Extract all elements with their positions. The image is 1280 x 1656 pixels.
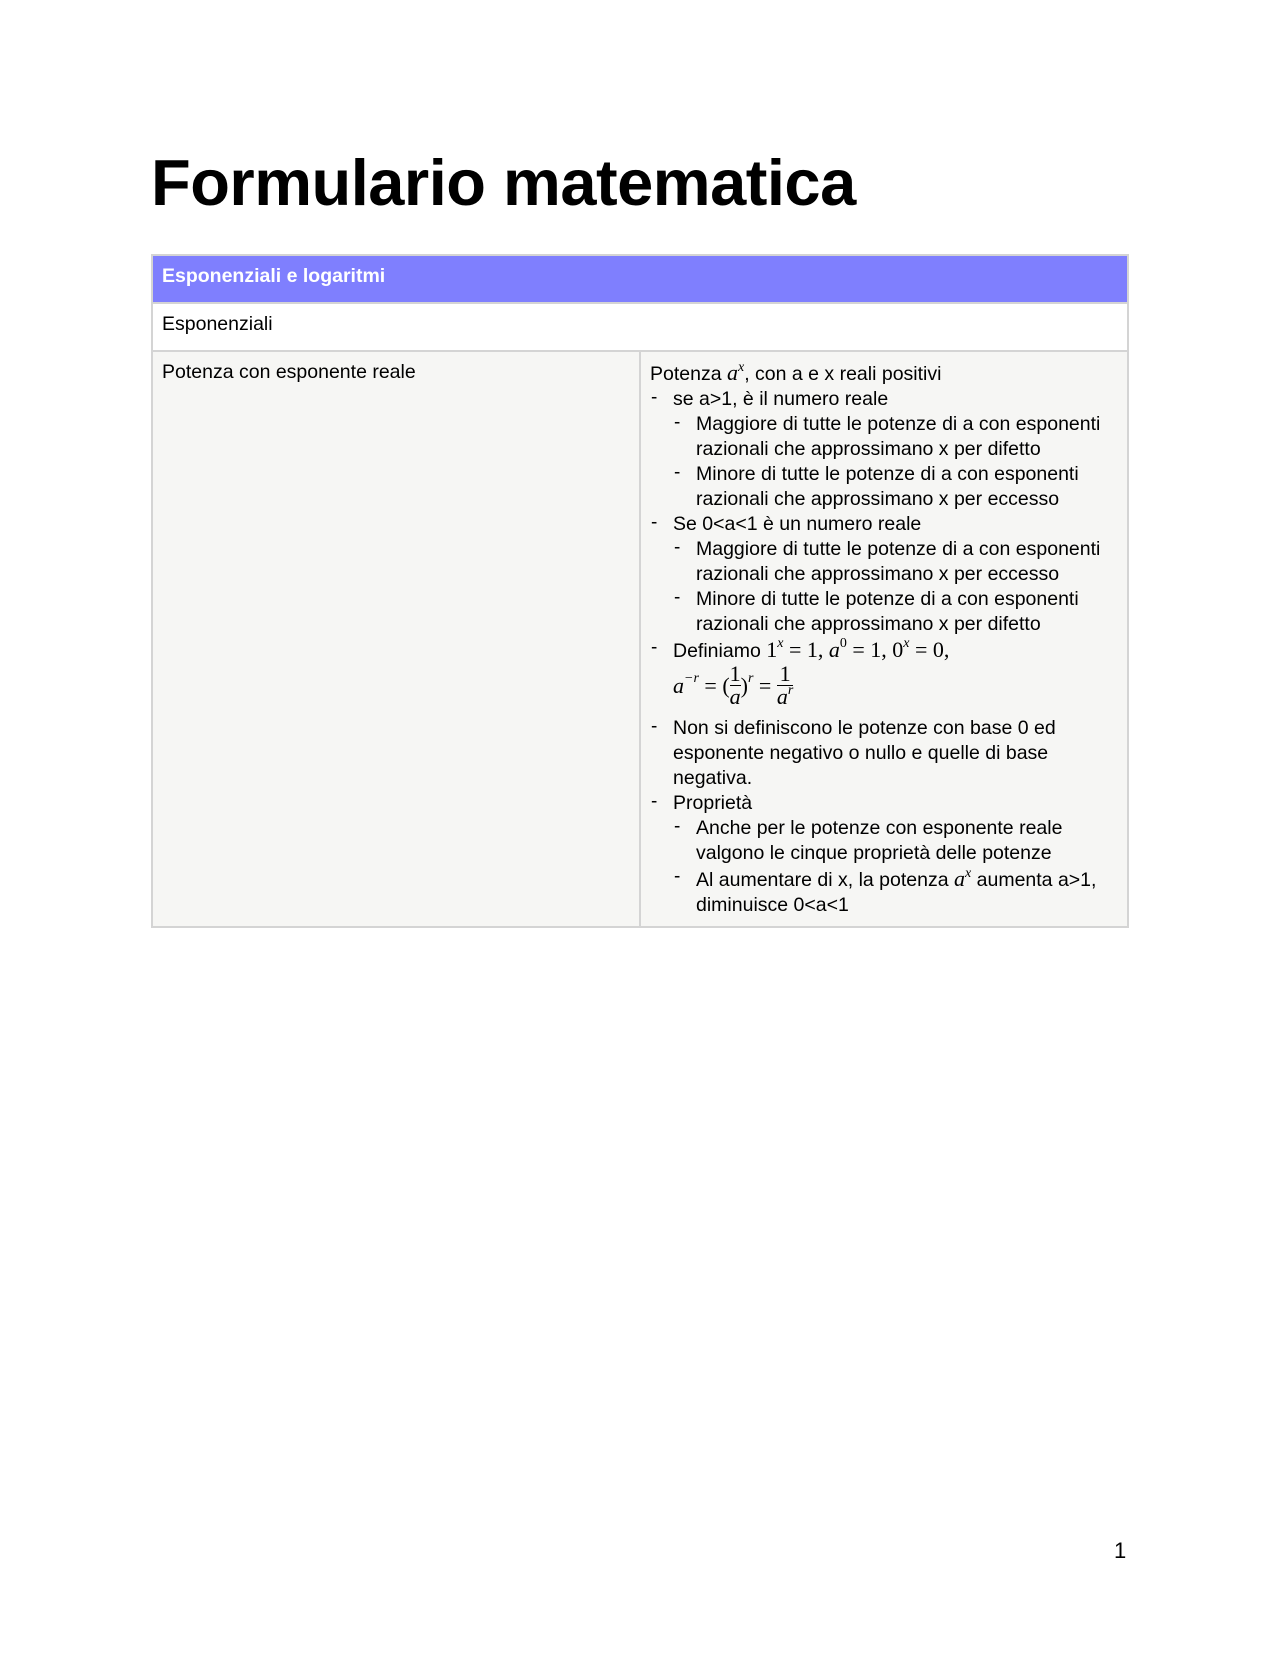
definition-list	[650, 387, 1118, 918]
list-item: - Minore di tutte le potenze di a con esponenti razionali che approssimano x per difetto	[696, 587, 1118, 637]
row-label: Potenza con esponente reale	[152, 351, 640, 927]
list-item	[673, 637, 1118, 716]
list-item	[673, 791, 1118, 918]
sub-list	[673, 412, 1118, 512]
page-number: 1	[1114, 1538, 1127, 1563]
list-item: - Anche per le potenze con esponente reale valgono le cinque proprietà delle potenze	[696, 816, 1118, 866]
list-item	[696, 866, 1118, 918]
item-e2-exp: x	[965, 865, 972, 881]
item-e2-base: a	[954, 866, 965, 891]
intro-exp: x	[737, 359, 745, 375]
list-item	[673, 512, 1118, 637]
sub-list	[673, 537, 1118, 637]
intro-base: a	[726, 360, 738, 385]
formula-line-2: $a^{-r}$ = ( $\frac{1}{a}$ )$^r$ = $\frac{1}{a^r}$	[673, 661, 794, 709]
sub-list	[673, 816, 1118, 918]
section-header: Esponenziali e logaritmi	[152, 255, 1128, 303]
list-item: - Non si definiscono le potenze con base 0 ed esponente negativo o nullo e quelle di base negativa.	[673, 716, 1118, 791]
list-item: - Minore di tutte le potenze di a con esponenti razionali che approssimano x per eccesso	[696, 462, 1118, 512]
formula-line-1: $1^x = 1$, $a^0 = 1$, $0^x = 0$,	[766, 635, 950, 662]
table-row	[152, 351, 1128, 927]
intro-suffix: , con a e x reali positivi	[744, 363, 942, 385]
item-e2-prefix: Al aumentare di x, la potenza	[696, 869, 949, 891]
intro-line	[650, 360, 1118, 387]
document-title: Formulario matematica	[151, 146, 856, 219]
list-item: - Maggiore di tutte le potenze di a con esponenti razionali che approssimano x per eccesso	[696, 537, 1118, 587]
item-e-text: Proprietà	[673, 792, 753, 814]
row-content	[640, 351, 1128, 927]
list-item: - Maggiore di tutte le potenze di a con esponenti razionali che approssimano x per difetto	[696, 412, 1118, 462]
item-c-prefix: Definiamo	[673, 640, 761, 662]
item-b-text: Se 0<a<1 è un numero reale	[673, 513, 922, 535]
formula-table	[151, 254, 1129, 928]
fraction-one-over-a-r: $\frac{1}{a^r}$	[776, 661, 794, 709]
table-header-row	[152, 255, 1128, 303]
item-a-text: se a>1, è il numero reale	[673, 388, 889, 410]
table-subheader-row	[152, 303, 1128, 351]
list-item	[673, 387, 1118, 512]
fraction-one-over-a: $\frac{1}{a}$	[729, 661, 741, 709]
subsection-header: Esponenziali	[152, 303, 1128, 351]
intro-prefix: Potenza	[650, 363, 722, 385]
item-e2-suffix: aumenta a>1, diminuisce 0<a<1	[696, 869, 1097, 916]
